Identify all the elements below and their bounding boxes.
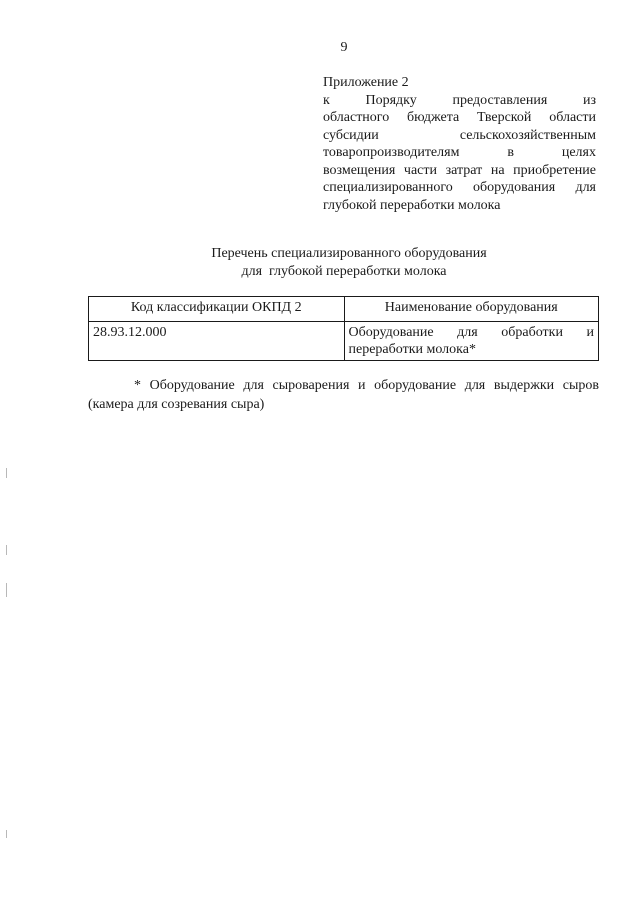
scan-artifact [6,468,7,478]
page-number: 9 [340,40,348,55]
appendix-line: специализированного оборудования для [323,180,596,195]
scan-artifact [6,583,7,597]
table-row [89,322,599,361]
appendix-line: возмещения части затрат на приобретение [323,162,596,178]
cell-code: 28.93.12.000 [89,322,345,361]
table-header-row [89,297,599,322]
footnote: * Оборудование для сыроварения и оборудование для выдержки сыров (камера для созревания сыра) [88,378,599,412]
appendix-line: областного бюджета Тверской области [323,110,596,125]
document-title [0,245,640,280]
scan-artifact [6,545,7,555]
scan-artifact [6,830,7,838]
title-line-2: для глубокой переработки молока [241,263,447,279]
title-line-1: Перечень специализированного оборудования [211,246,487,261]
column-header-name: Наименование оборудования [344,297,599,322]
appendix-line: к Порядку предоставления из [323,92,596,108]
appendix-line: Приложение 2 [323,75,409,90]
appendix-line: товаропроизводителям в целях [323,145,596,160]
column-header-code: Код классификации ОКПД 2 [89,297,345,322]
cell-equipment-name: Оборудование для обработки и переработки молока* [344,322,599,361]
appendix-reference [323,74,596,214]
appendix-line: глубокой переработки молока [323,197,501,213]
equipment-table [88,296,599,361]
appendix-line: субсидии сельскохозяйственным [323,127,596,143]
